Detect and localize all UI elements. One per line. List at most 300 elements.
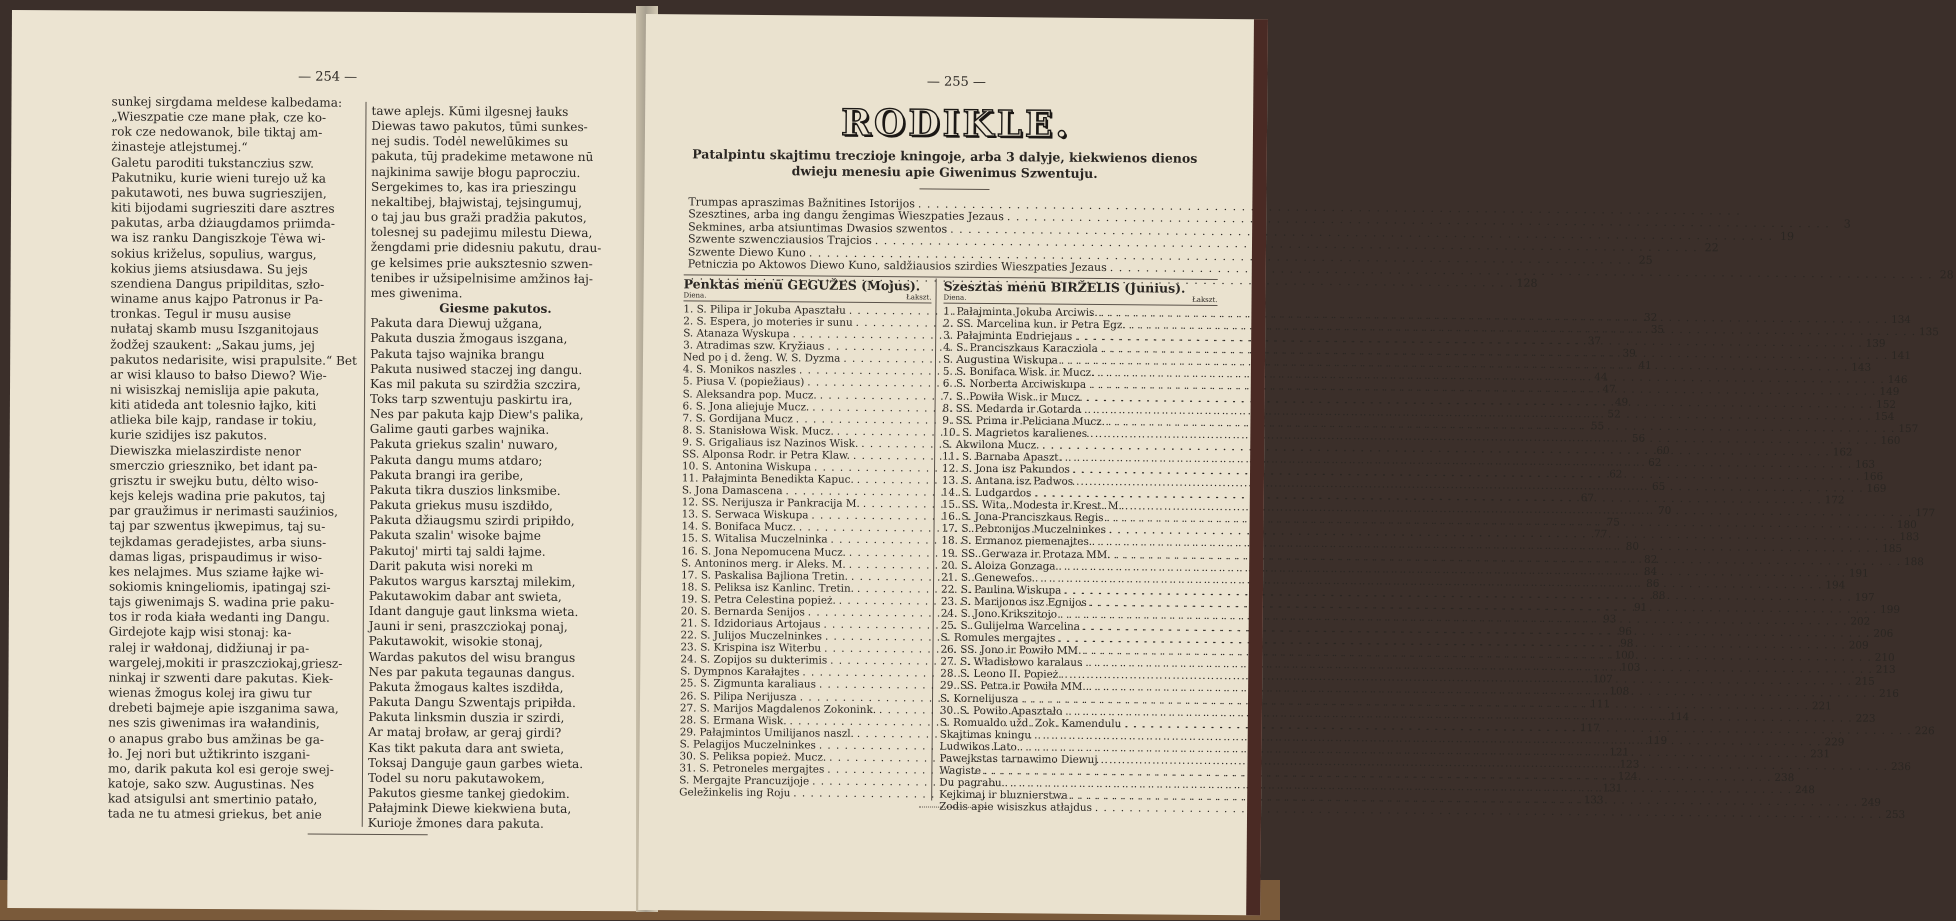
entry-title: S. Romualdo užd. Zok. Kamendulu <box>940 716 1122 730</box>
poem-line: Pałajmink Diewe kiekwiena buta, <box>368 801 618 817</box>
entry-title: Geležinkelis ing Roju <box>679 786 790 799</box>
june-entry <box>939 801 1213 815</box>
text-line: tronkas. Tegul ir musu ausise <box>110 307 360 323</box>
entry-page: 124 <box>1618 770 1638 782</box>
entry-title: Petniczia po Aktowos Diewo Kuno, saldžiausios szirdies Wieszpaties Jezaus <box>688 258 1107 274</box>
entry-page: 119 <box>1647 735 1667 747</box>
entry-title: 1. S. Pilipa ir Jokuba Apaształu <box>683 303 846 316</box>
entry-page: 103 <box>1621 662 1641 674</box>
entry-title: 15. S. Witalisa Muczelninka <box>681 533 827 546</box>
entry-title: 28. S. Ermana Wisk. <box>680 714 787 727</box>
entry-title: Pawejkstas tarnawimo Diewuj <box>939 752 1097 765</box>
entry-page: 62 <box>1643 457 1661 469</box>
entry-page: 22 <box>1701 242 1719 255</box>
text-line: nekaltibej, błajwistaj, tejsingumuj, <box>371 195 621 211</box>
entry-page: 149 <box>1879 386 1899 398</box>
entry-page: 108 <box>1609 686 1629 698</box>
text-line: nułataj skamb musu Iszganitojaus <box>110 322 360 338</box>
text-line: Diewas tawo pakutos, tūmi sunkes- <box>371 119 621 135</box>
june-heading: Szesztas menū BIRŽELIS (Junius). <box>944 279 1218 296</box>
entry-title: 6. S. Norberta Arciwiskupa <box>943 378 1086 391</box>
index-subtitle: Patalpintu skajtimu trecziojе kningoje, arba 3 dalyje, kiekwienos dienos dwieju menesiu apie Giwenimus Szwentuju. <box>685 146 1205 183</box>
poem-line: Pakuta brangi ira geribe, <box>370 468 620 484</box>
entry-title: 31. S. Petroneles mergajtes <box>679 762 824 775</box>
entry-title: 13. S. Antana isz Padwos <box>942 475 1073 488</box>
poem-line: Darit pakuta wisi noreki m <box>369 559 619 575</box>
poem-line: Wardas pakutos del wisu brangus <box>369 650 619 666</box>
entry-title: S. Mergajte Prancuzijoje <box>679 774 809 787</box>
entry-title: 29. SS. Petra ir Powiła MM. <box>940 680 1086 693</box>
entry-title: S. Kornelijusza <box>940 692 1019 705</box>
entry-page: 249 <box>1861 797 1881 809</box>
text-line: pakutawoti, nes buwa sugrieszijen, <box>111 185 361 201</box>
text-line: winame anus kajpo Patronus ir Pa- <box>110 292 360 308</box>
entry-title: 17. S. Paskalisa Bajliona Tretin. <box>681 569 848 583</box>
entry-title: Sekmines, arba atsiuntimas Dwasios szwentos <box>688 221 947 236</box>
entry-title: 13. S. Serwaca Wiskupa <box>682 509 809 522</box>
column-divider <box>362 102 367 827</box>
entry-page: 177 <box>1915 507 1935 519</box>
entry-title: Du pagrabu <box>939 777 1001 790</box>
entry-title: 26. S. Pilipa Nerijusza <box>680 690 797 703</box>
text-line: mo, darik pakuta kol esi geroje swej- <box>108 761 358 777</box>
text-line: pakutos nedarisite, wisi prapulsite.“ Bet <box>110 352 360 368</box>
poem-line: Pakuta dara Diewuj užgana, <box>370 316 620 332</box>
entry-title: 27. S. Marijos Magdalenos Zokonink. <box>680 702 876 716</box>
entry-title: 18. S. Peliksa isz Kanlinc. Tretin. <box>681 581 854 595</box>
left-column-2 <box>368 104 622 833</box>
poem-line: Pakuta tikra duszios linksmibe. <box>369 483 619 499</box>
entry-title: S. Atanaza Wyskupa <box>683 327 790 340</box>
entry-page: 107 <box>1593 674 1613 686</box>
text-line: o taj jau bus graži pradžia pakutos, <box>371 210 621 226</box>
text-line: „Wieszpatie cze mane płak, cze ko- <box>111 110 361 126</box>
text-line: tawe aplejs. Kūmi ilgesnej łauks <box>371 104 621 120</box>
text-line: ninkaj ir szwenti dare pakutas. Kiek- <box>108 670 358 686</box>
text-line: kiti atideda ant tolesnio łajko, kiti <box>110 398 360 414</box>
entry-title: 5. Piusa V. (popiežiaus) <box>683 376 805 389</box>
entry-title: 8. SS. Medarda ir Gotarda <box>943 402 1082 415</box>
entry-page: 199 <box>1880 604 1900 616</box>
poem-line: Todel su noru pakutawokem, <box>368 771 618 787</box>
entry-title: 30. S. Peliksa popież. Mucz. <box>679 750 826 763</box>
entry-title: 23. S. Marijonos isz Egnijos <box>941 595 1087 608</box>
entry-page: 49 <box>1610 396 1628 408</box>
right-page <box>638 14 1268 915</box>
entry-page: 82 <box>1639 553 1657 565</box>
poem-line: Nes par pakuta kajp Diew's palika, <box>370 407 620 423</box>
entry-title: 6. S. Jona aliejuje Mucz. <box>683 400 810 413</box>
entry-title: Kejkimaj ir bluznierstwa <box>939 789 1068 802</box>
entry-page: 141 <box>1891 350 1911 362</box>
entry-title: 2. SS. Marcelina kun. ir Petra Egz. <box>943 318 1125 332</box>
text-line: rok cze nedowanok, bile tiktaj am- <box>111 125 361 141</box>
text-line: tajs giwenimajs S. wadina prie paku- <box>109 595 359 611</box>
poem-line: Pakuta szalin' wisoke bajme <box>369 528 619 544</box>
text-line: kurie szidijes isz pakutos. <box>110 428 360 444</box>
text-line: tenibes ir užsipelnisime amžinos łaj- <box>371 271 621 287</box>
may-heading: Penktas menū GEGUŽES (Mojus). <box>684 276 932 293</box>
entry-title: 3. Atradimas szw. Kryžiaus <box>683 340 824 353</box>
entry-title: SS. Alponsa Rodr. ir Petra Klaw. <box>682 448 850 462</box>
entry-title: 20. S. Bernarda Senijos <box>681 605 805 618</box>
entry-page: 162 <box>1833 446 1853 458</box>
entry-page: 223 <box>1856 712 1876 724</box>
day-label: Diena. <box>684 291 707 300</box>
text-line: wienas žmogus kolej ira giwu tur <box>108 686 358 702</box>
june-list <box>939 306 1217 816</box>
entry-page: 216 <box>1879 688 1899 700</box>
text-line: ge kelsimes prie auksztesnio szwen- <box>371 255 621 271</box>
text-line: wargelej,mokiti ir praszcziokaj,griesz- <box>109 655 359 671</box>
poem-line: Idant danguje gaut linksma wieta. <box>369 604 619 620</box>
entry-title: S. Jona Damascena <box>682 485 783 498</box>
entry-page: 197 <box>1855 591 1875 603</box>
text-line: sokius križelus, sopulius, wargus, <box>111 246 361 262</box>
entry-title: S. Pelagijos Muczelninkes <box>680 738 816 751</box>
text-line: szendiena Dangus pripilditas, szło- <box>111 276 361 292</box>
text-line: kad atsigulsi ant smertinio patało, <box>108 792 358 808</box>
entry-page: 84 <box>1639 565 1657 577</box>
poem-line: Pakuta nusiwed staczej ing dangu. <box>370 362 620 378</box>
text-line: nes szis giwenimas ira wałandinis, <box>108 716 358 732</box>
text-line: Pakutniku, kurie wieni turejo už ka <box>111 170 361 186</box>
entry-page: 191 <box>1849 567 1869 579</box>
entry-title: 22. S. Julijos Muczelninkes <box>681 629 822 642</box>
entry-title: 24. S. Jono Krikszitojo <box>941 608 1057 621</box>
entry-title: 23. S. Krispina isz Witerbu <box>680 642 821 655</box>
text-line: žodžej szaukent: „Sakau jums, jej <box>110 337 360 353</box>
poem-line: Pakutawokim dabar ant swieta, <box>369 589 619 605</box>
entry-title: S. Aleksandra pop. Mucz. <box>683 388 817 401</box>
entry-page: 62 <box>1604 468 1622 480</box>
poem-line: Pakuta tajso wajnika brangu <box>370 346 620 362</box>
text-line: Diewiszka mielaszirdiste nenor <box>110 443 360 459</box>
entry-title: 12. SS. Nerijusza ir Pankracija M. <box>682 497 860 511</box>
entry-page: 194 <box>1825 579 1845 591</box>
entry-page: 206 <box>1873 628 1893 640</box>
poem-line: Kurioje žmones dara pakuta. <box>368 816 618 832</box>
entry-title: 18. S. Ermanoz piemenajtes <box>941 535 1089 548</box>
poem-line: Galime gauti garbes wajnika. <box>370 422 620 438</box>
entry-title: Ned po į d. ženg. W. S. Dyzma <box>683 352 841 365</box>
entry-page: 133 <box>1584 794 1604 806</box>
poem-line: Kas mil pakuta su szirdžia szczira, <box>370 377 620 393</box>
entry-page: 231 <box>1810 748 1830 760</box>
entry-title: 21. S. Idzidoriaus Artojaus <box>681 617 821 630</box>
entry-page: 47 <box>1598 384 1616 396</box>
entry-title: 7. S. Gordijana Mucz <box>682 412 792 425</box>
poem-line: Pakuta džiaugsmu szirdi pripiłdo, <box>369 513 619 529</box>
entry-title: 4. S. Monikos naszles <box>683 364 796 377</box>
entry-title: 16. S. Jona Nepomucena Mucz. <box>681 545 846 559</box>
text-line: par graužimus ir nerimasti sauźinios, <box>109 504 359 520</box>
entry-title: 21. S. Genewefos <box>941 571 1032 584</box>
text-line: sunkej sirgdama meldese kalbedama: <box>111 95 361 111</box>
poem-line: Pakuta duszia žmogaus iszgana, <box>370 331 620 347</box>
page-number-left: — 254 — <box>12 68 644 86</box>
entry-title: 4. S. Pranciszkaus Karacziola <box>943 342 1098 355</box>
entry-page: 160 <box>1881 435 1901 447</box>
entry-page: 77 <box>1589 529 1607 541</box>
left-column-1 <box>108 95 362 824</box>
text-line: drebeti bajmeje apie iszganima sawa, <box>108 701 358 717</box>
entry-page: 128 <box>1516 278 1537 291</box>
text-line: tada ne tu atmesi griekus, bet anie <box>108 807 358 823</box>
entry-title: 14. S. Bonifaca Mucz. <box>681 521 795 534</box>
entry-page: 52 <box>1603 408 1621 420</box>
text-line: kiti bijodami sugriesziti dare asztres <box>111 201 361 217</box>
entry-page: 37 <box>1583 335 1601 347</box>
entry-page: 135 <box>1919 326 1939 338</box>
entry-page: 188 <box>1904 556 1924 568</box>
may-entry <box>679 786 927 800</box>
entry-page: 180 <box>1897 519 1917 531</box>
entry-page: 117 <box>1580 722 1600 734</box>
entry-page: 185 <box>1882 543 1902 555</box>
text-line: nej sudis. Todėl newelūkimes su <box>371 134 621 150</box>
entry-title: 2. S. Espera, jo moteries ir sunu <box>683 315 852 329</box>
poem-line: Pakutawokit, wisokie stonaj, <box>369 634 619 650</box>
entry-title: 10. S. Antonina Wiskupa <box>682 460 811 473</box>
poem-line: Toksaj Danguje gaun garbes wieta. <box>368 756 618 772</box>
text-line: atlieka bile kajp, randase ir tokiu, <box>110 413 360 429</box>
entry-page: 70 <box>1653 505 1671 517</box>
entry-page: 98 <box>1615 638 1633 650</box>
entry-page: 236 <box>1891 761 1911 773</box>
entry-title: 7. S. Powiła Wisk. ir Mucz. <box>943 390 1083 403</box>
text-line: wa isz ranku Dangiszkoje Tėwa wi- <box>111 231 361 247</box>
poem-line: Jauni ir seni, praszcziokaj ponaj, <box>369 619 619 635</box>
entry-page: 131 <box>1602 782 1622 794</box>
entry-title: 25. S. Gulijelma Warcelina <box>941 620 1080 633</box>
poem-line: Pakuta Dangu Szwentajs pripiłda. <box>368 695 618 711</box>
poem-line: Pakuta griekus szalin' nuwaro, <box>370 437 620 453</box>
entry-page: 166 <box>1863 471 1883 483</box>
text-line: Girdejote kajp wisi stonaj: ka- <box>109 625 359 641</box>
entry-title: 28. S. Leono II. Popież. <box>940 668 1061 681</box>
entry-page: 114 <box>1669 711 1689 723</box>
entry-page: 67 <box>1576 492 1594 504</box>
poem-line: Pakutos wargus karsztaj milekim, <box>369 574 619 590</box>
entry-page: 210 <box>1875 652 1895 664</box>
page-label: Łakszt. <box>1192 296 1217 305</box>
entry-page: 88 <box>1647 590 1665 602</box>
entry-page: 111 <box>1590 698 1610 710</box>
entry-title: Szesztines, arba ing dangu žengimas Wieszpaties Jezaus <box>688 209 1004 224</box>
text-line: damas ligas, prispaudimus ir wiso- <box>109 549 359 565</box>
entry-title: 1. Pałajminta Jokuba Arciwis. <box>943 306 1097 319</box>
entry-page: 80 <box>1621 541 1639 553</box>
entry-page: 19 <box>1776 231 1794 244</box>
text-line: tolesnej su padejimu milestu Diewa, <box>371 225 621 241</box>
entry-title: 3. Pałajmintа Endriejaus <box>943 330 1072 343</box>
entry-page: 100 <box>1614 650 1634 662</box>
entry-title: 19. SS. Gerwaza ir Protaza MM. <box>941 547 1110 561</box>
entry-page: 121 <box>1609 746 1629 758</box>
may-column <box>679 276 932 800</box>
entry-page: 221 <box>1812 700 1832 712</box>
text-line: Galetu paroditi tukstanczius szw. <box>111 155 361 171</box>
text-line: o anapus grabo bus amžinas be ga- <box>108 731 358 747</box>
entry-title: 12. S. Jona isz Pakundos <box>942 463 1070 476</box>
entry-title: 22. S. Paulina Wiskupa <box>941 583 1062 596</box>
entry-title: 25. S. Zigmunta karaliaus <box>680 678 816 691</box>
june-column <box>939 279 1218 816</box>
text-line: ło. Jej nori but užtikrinto iszgani- <box>108 746 358 762</box>
text-line: kejs kelejs wadina prie pakutos, taj <box>109 489 359 505</box>
entry-title: 14. S. Ludgardos <box>942 487 1032 500</box>
day-label: Diena. <box>943 294 966 303</box>
entry-page: 238 <box>1774 772 1794 784</box>
entry-page: 209 <box>1849 640 1869 652</box>
entry-title: 19. S. Petra Celestina popież. <box>681 593 836 606</box>
page-label: Łakszt. <box>906 293 931 302</box>
poem-line: Pakuta dangu mums atdaro; <box>370 452 620 468</box>
entry-title: 17. S. Pebronijos Muczelninkes <box>941 523 1106 537</box>
text-line: ralej ir wałdonaj, didžiunaj ir pa- <box>109 640 359 656</box>
entry-title: 26. SS. Jono ir Powiło MM. <box>940 644 1081 657</box>
text-line: grisztu ir swejku butu, dėlto wiso- <box>109 473 359 489</box>
poem-line: Toks tarp szwentuju paskirtu ira, <box>370 392 620 408</box>
entry-page: 139 <box>1866 338 1886 350</box>
entry-page: 154 <box>1875 410 1895 422</box>
entry-title: Skajtimas kningu <box>940 728 1031 741</box>
poem-title: Giesme pakutos. <box>370 301 620 317</box>
ornament-divider <box>919 188 989 195</box>
text-line: tejkdamas geradejistes, arba siuns- <box>109 534 359 550</box>
entry-title: 29. Pałajmintos Umilijanos naszl. <box>680 726 854 740</box>
entry-page: 39 <box>1618 348 1636 360</box>
entry-page: 248 <box>1795 784 1815 796</box>
entry-page: 143 <box>1851 362 1871 374</box>
entry-page: 32 <box>1639 312 1657 324</box>
entry-title: S. Antoninos merg. ir Aleks. M. <box>681 557 846 571</box>
entry-page: 253 <box>1885 809 1905 821</box>
entry-page: 56 <box>1627 432 1645 444</box>
poem-line: Kas tikt pakuta dara ant swieta, <box>368 740 618 756</box>
text-line: ni wisiszkaj nemislija apie pakuta, <box>110 382 360 398</box>
entry-title: 5. S. Bonifaca Wisk. ir Mucz. <box>943 366 1095 379</box>
entry-title: 30. S. Powiło Apaształo <box>940 704 1062 717</box>
entry-page: 35 <box>1646 324 1664 336</box>
entry-page: 93 <box>1598 613 1616 625</box>
text-line: kes nelajmes. Mus sziame łajke wi- <box>109 564 359 580</box>
entry-title: 16. S. Jona-Pranciszkaus Regis <box>942 511 1104 524</box>
entry-title: Trumpas apraszimas Bažnitines Istorijos <box>688 196 915 210</box>
entry-title: 11. S. Barnaba Apaszt. <box>942 451 1062 464</box>
entry-title: 24. S. Zopijos su dukterimis <box>680 654 827 667</box>
entry-title: 9. SS. Prima ir Peliciana Mucz. <box>942 414 1105 427</box>
text-line: Sergekimes to, kas ira prieszingu <box>371 180 621 196</box>
entry-page: 91 <box>1629 601 1647 613</box>
entry-title: 20. S. Aloiza Gonzaga <box>941 559 1055 572</box>
text-line: sokiomis kningeliomis, ipatingaj szi- <box>109 580 359 596</box>
entry-page: 183 <box>1899 531 1919 543</box>
entry-title: S. Akwilona Mucz. <box>942 438 1039 451</box>
entry-page: 146 <box>1888 374 1908 386</box>
entry-page: 75 <box>1602 517 1620 529</box>
page-number-right: — 255 — <box>645 72 1267 92</box>
entry-title: Ludwikos Lato <box>940 740 1017 753</box>
entry-page: 44 <box>1589 372 1607 384</box>
entry-title: Wagiste <box>939 765 981 777</box>
text-line: pakuta, tūj pradekime metawone nū <box>371 149 621 165</box>
text-line: taj par szwentus įkwepimus, taj su- <box>109 519 359 535</box>
index-title: RODIKLE. <box>645 100 1267 147</box>
entry-page: 65 <box>1647 481 1665 493</box>
entry-title: S. Dympnos Karałajtes <box>680 666 799 679</box>
entry-page: 215 <box>1855 676 1875 688</box>
entry-page: 55 <box>1586 420 1604 432</box>
entry-page: 28 <box>1936 269 1954 282</box>
poem <box>368 316 621 833</box>
bottom-rule <box>308 834 428 836</box>
entry-title: 9. S. Grigaliaus isz Nazinos Wisk. <box>682 436 858 450</box>
poem-line: Pakutoj' mirti taj saldi łajme. <box>369 543 619 559</box>
entry-page: 169 <box>1867 483 1887 495</box>
entry-page: 229 <box>1824 736 1844 748</box>
entry-page: 213 <box>1876 664 1896 676</box>
entry-title: Szwente Diewo Kuno <box>688 246 806 259</box>
entry-page: 226 <box>1915 725 1935 737</box>
entry-page: 41 <box>1634 360 1652 372</box>
entry-page: 86 <box>1641 577 1659 589</box>
text-line: žengdami prie didesniu pakutu, drau- <box>371 240 621 256</box>
text-line: żinasteje atlejstumej.“ <box>111 140 361 156</box>
entry-page: 134 <box>1891 314 1911 326</box>
entry-title: 8. S. Stanisłowa Wisk. Mucz. <box>682 424 834 437</box>
entry-page: 172 <box>1825 494 1845 506</box>
poem-line: Pakuta žmogaus kaltes iszdiłda, <box>368 680 618 696</box>
text-line: tos ir roda kiała wedanti ing Dangu. <box>109 610 359 626</box>
poem-line: Pakutos giesme tankej giedokim. <box>368 786 618 802</box>
intro-list <box>688 196 1209 287</box>
may-list <box>679 303 931 800</box>
entry-title: S. Romules mergajtes <box>941 632 1056 645</box>
poem-line: Pakuta griekus musu iszdiłdo, <box>369 498 619 514</box>
entry-title: 15. SS. Wita, Modesta ir Krest. M. <box>942 499 1122 513</box>
text-line: pakutas, arba dżiaugdamos priimda- <box>111 216 361 232</box>
entry-page: 152 <box>1876 398 1896 410</box>
text-line: kokius jiems atsiusdawa. Su jejs <box>111 261 361 277</box>
entry-title: 11. Pałajminta Benedikta Kapuc. <box>682 472 854 486</box>
entry-title: 10. S. Magrietos karalienes <box>942 426 1087 439</box>
text-line: najkinima sawije błogu paprocziu. <box>371 165 621 181</box>
poem-line: Ar mataj broław, ar geraj girdi? <box>368 725 618 741</box>
entry-page: 123 <box>1620 758 1640 770</box>
left-page <box>7 10 644 911</box>
text-line: katoje, sako szw. Augustinas. Nes <box>108 777 358 793</box>
entry-page: 96 <box>1614 626 1632 638</box>
poem-line: Pakuta linksmin duszia ir szirdi, <box>368 710 618 726</box>
entry-title: Szwente szwencziausios Trajcios <box>688 234 872 248</box>
entry-title: 27. S. Władisłowo karalaus <box>940 656 1082 669</box>
entry-page: 60 <box>1652 445 1670 457</box>
entry-page: 25 <box>1635 254 1653 267</box>
entry-page: 163 <box>1855 459 1875 471</box>
entry-title: Zodis apie wisiszkus atłajdus <box>939 801 1092 814</box>
entry-page: 3 <box>1833 219 1851 232</box>
text-line: smerczio griesznikо, bet idant pa- <box>110 458 360 474</box>
entry-title: S. Augustina Wiskupa <box>943 354 1058 367</box>
text-line: mes giwenima. <box>370 286 620 302</box>
entry-page: 202 <box>1850 615 1870 627</box>
entry-page: 157 <box>1898 423 1918 435</box>
text-line: ar wisi klauso to bałso Diewo? Wie- <box>110 367 360 383</box>
prose-continuation <box>370 104 621 302</box>
poem-line: Nes par pakuta tegaunas dangus. <box>368 665 618 681</box>
